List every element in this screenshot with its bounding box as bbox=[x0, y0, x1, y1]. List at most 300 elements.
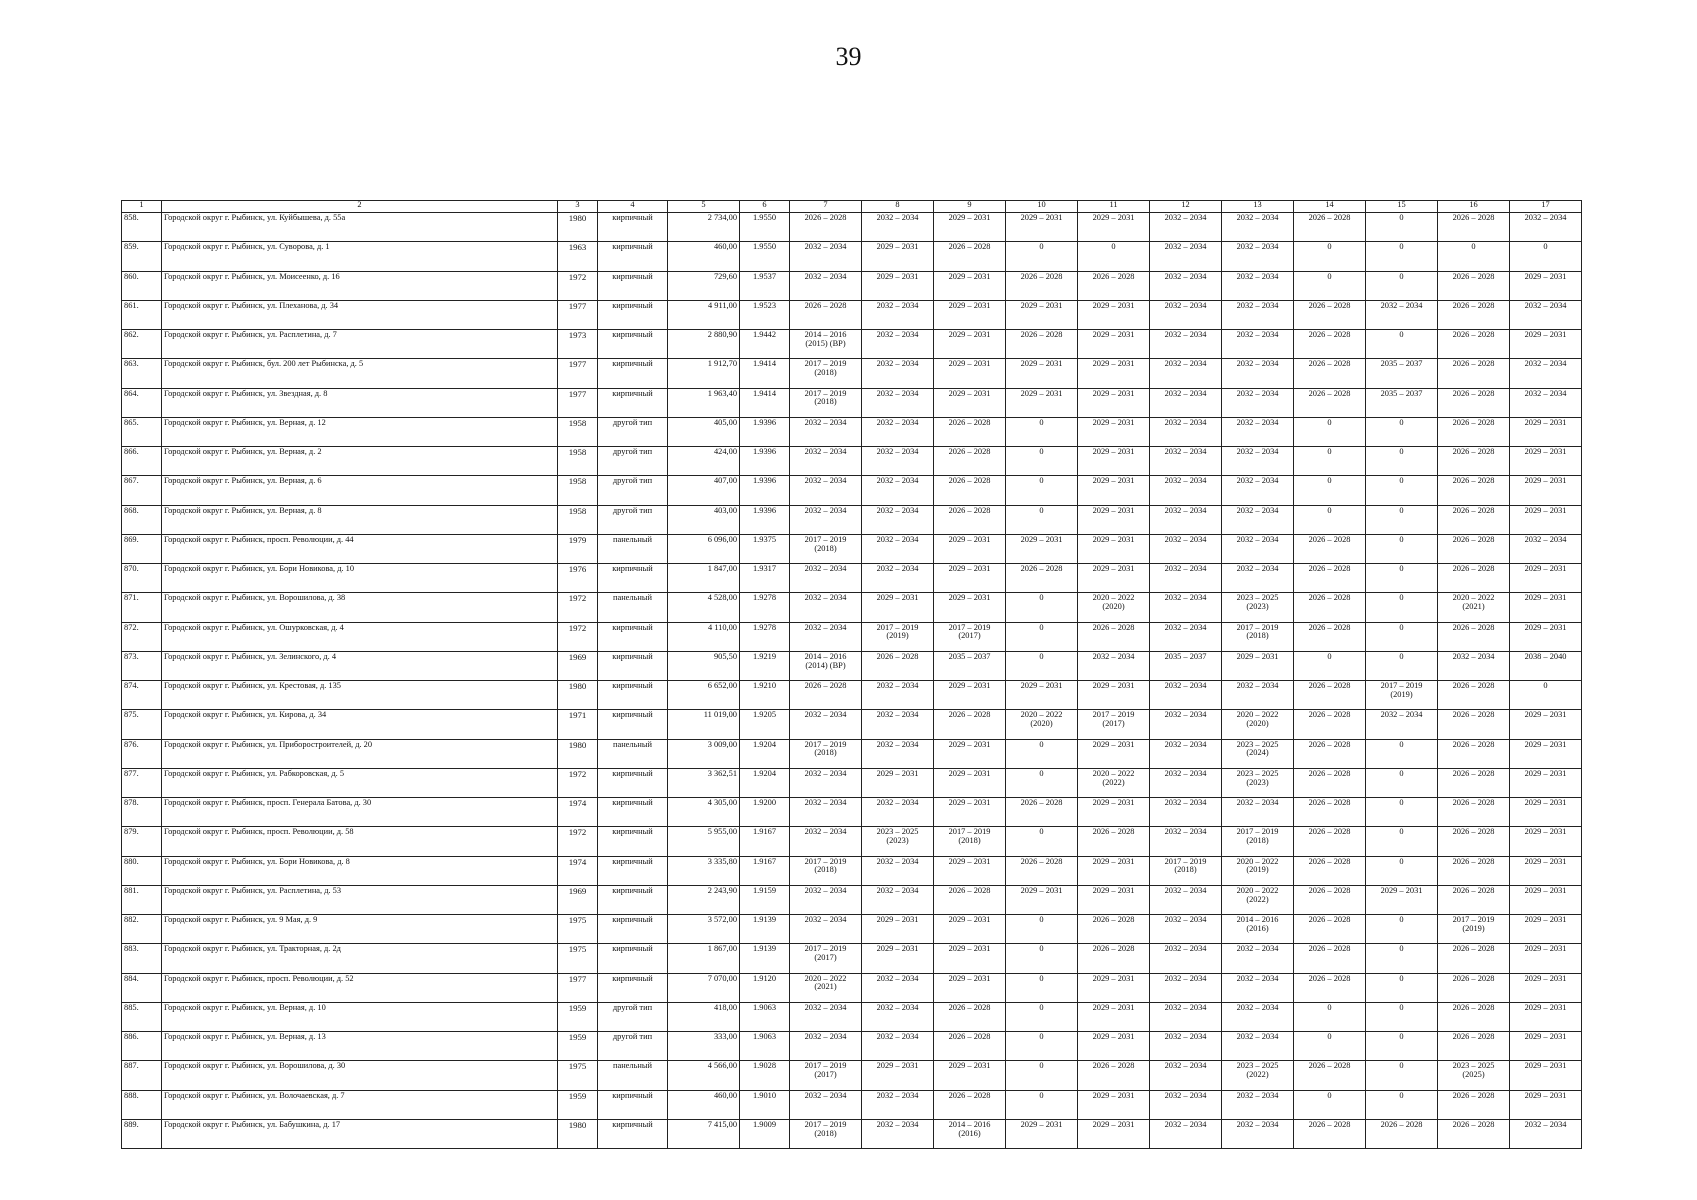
area-cell: 3 362,51 bbox=[668, 768, 740, 797]
year-built-cell: 1977 bbox=[558, 973, 598, 1002]
row-number: 885. bbox=[122, 1002, 162, 1031]
period-cell: 2026 – 2028 bbox=[1294, 534, 1366, 563]
address-cell: Городской округ г. Рыбинск, бул. 200 лет Рыбинска, д. 5 bbox=[162, 359, 558, 388]
period-cell: 2032 – 2034 bbox=[862, 1032, 934, 1061]
area-cell: 2 880,90 bbox=[668, 330, 740, 359]
wall-material-cell: панельный bbox=[598, 534, 668, 563]
period-cell: 2017 – 2019 (2018) bbox=[1222, 827, 1294, 856]
period-cell: 2029 – 2031 bbox=[1078, 564, 1150, 593]
period-cell: 2026 – 2028 bbox=[1438, 271, 1510, 300]
wall-material-cell: панельный bbox=[598, 1061, 668, 1090]
year-built-cell: 1963 bbox=[558, 242, 598, 271]
period-cell: 2032 – 2034 bbox=[1222, 417, 1294, 446]
coefficient-cell: 1.9396 bbox=[740, 505, 790, 534]
period-cell: 2026 – 2028 bbox=[1438, 768, 1510, 797]
period-cell: 0 bbox=[1366, 944, 1438, 973]
period-cell: 0 bbox=[1006, 505, 1078, 534]
address-cell: Городской округ г. Рыбинск, ул. Ворошилова, д. 38 bbox=[162, 593, 558, 622]
period-cell: 2032 – 2034 bbox=[1222, 944, 1294, 973]
table-row bbox=[122, 330, 1582, 359]
period-cell: 2029 – 2031 bbox=[1078, 1032, 1150, 1061]
wall-material-cell: кирпичный bbox=[598, 944, 668, 973]
address-cell: Городской округ г. Рыбинск, ул. Верная, д. 8 bbox=[162, 505, 558, 534]
row-number: 861. bbox=[122, 300, 162, 329]
period-cell: 2026 – 2028 bbox=[790, 213, 862, 242]
period-cell: 2032 – 2034 bbox=[790, 1090, 862, 1119]
period-cell: 0 bbox=[1294, 447, 1366, 476]
period-cell: 2026 – 2028 bbox=[1294, 885, 1366, 914]
area-cell: 460,00 bbox=[668, 242, 740, 271]
year-built-cell: 1972 bbox=[558, 271, 598, 300]
table-row bbox=[122, 944, 1582, 973]
row-number: 862. bbox=[122, 330, 162, 359]
period-cell: 2032 – 2034 bbox=[1510, 388, 1582, 417]
year-built-cell: 1980 bbox=[558, 213, 598, 242]
year-built-cell: 1973 bbox=[558, 330, 598, 359]
period-cell: 2029 – 2031 bbox=[934, 271, 1006, 300]
period-cell: 2032 – 2034 bbox=[1510, 300, 1582, 329]
period-cell: 0 bbox=[1006, 242, 1078, 271]
year-built-cell: 1974 bbox=[558, 798, 598, 827]
period-cell: 2032 – 2034 bbox=[1150, 417, 1222, 446]
period-cell: 2032 – 2034 bbox=[1150, 271, 1222, 300]
table-row bbox=[122, 1032, 1582, 1061]
period-cell: 2026 – 2028 bbox=[1294, 300, 1366, 329]
row-number: 887. bbox=[122, 1061, 162, 1090]
period-cell: 2029 – 2031 bbox=[1510, 885, 1582, 914]
period-cell: 2029 – 2031 bbox=[862, 271, 934, 300]
period-cell: 2026 – 2028 bbox=[790, 300, 862, 329]
period-cell: 2029 – 2031 bbox=[1006, 300, 1078, 329]
period-cell: 2029 – 2031 bbox=[1510, 1032, 1582, 1061]
period-cell: 2029 – 2031 bbox=[1006, 1119, 1078, 1148]
column-number-row bbox=[122, 201, 1582, 213]
period-cell: 2029 – 2031 bbox=[1510, 856, 1582, 885]
period-cell: 0 bbox=[1006, 915, 1078, 944]
year-built-cell: 1972 bbox=[558, 622, 598, 651]
area-cell: 7 070,00 bbox=[668, 973, 740, 1002]
period-cell: 2032 – 2034 bbox=[1150, 330, 1222, 359]
table-body bbox=[122, 213, 1582, 1149]
year-built-cell: 1980 bbox=[558, 681, 598, 710]
period-cell: 0 bbox=[1366, 1061, 1438, 1090]
period-cell: 0 bbox=[1294, 417, 1366, 446]
coefficient-cell: 1.9028 bbox=[740, 1061, 790, 1090]
row-number: 886. bbox=[122, 1032, 162, 1061]
coefficient-cell: 1.9159 bbox=[740, 885, 790, 914]
period-cell: 2026 – 2028 bbox=[1438, 622, 1510, 651]
period-cell: 2032 – 2034 bbox=[862, 388, 934, 417]
period-cell: 2032 – 2034 bbox=[1222, 476, 1294, 505]
period-cell: 2026 – 2028 bbox=[1438, 798, 1510, 827]
period-cell: 0 bbox=[1366, 271, 1438, 300]
wall-material-cell: кирпичный bbox=[598, 856, 668, 885]
period-cell: 2029 – 2031 bbox=[1510, 944, 1582, 973]
table-row bbox=[122, 242, 1582, 271]
wall-material-cell: кирпичный bbox=[598, 564, 668, 593]
period-cell: 2020 – 2022 (2021) bbox=[1438, 593, 1510, 622]
wall-material-cell: кирпичный bbox=[598, 1090, 668, 1119]
period-cell: 2032 – 2034 bbox=[1222, 505, 1294, 534]
period-cell: 2032 – 2034 bbox=[1150, 739, 1222, 768]
period-cell: 2029 – 2031 bbox=[934, 798, 1006, 827]
period-cell: 2029 – 2031 bbox=[1510, 768, 1582, 797]
address-cell: Городской округ г. Рыбинск, ул. Ошурковская, д. 4 bbox=[162, 622, 558, 651]
period-cell: 2029 – 2031 bbox=[1222, 651, 1294, 680]
table-row bbox=[122, 768, 1582, 797]
period-cell: 2032 – 2034 bbox=[1222, 1119, 1294, 1148]
period-cell: 2017 – 2019 (2017) bbox=[790, 1061, 862, 1090]
coefficient-cell: 1.9550 bbox=[740, 213, 790, 242]
period-cell: 2032 – 2034 bbox=[790, 1032, 862, 1061]
period-cell: 2020 – 2022 (2019) bbox=[1222, 856, 1294, 885]
period-cell: 2029 – 2031 bbox=[1510, 710, 1582, 739]
period-cell: 2029 – 2031 bbox=[1510, 622, 1582, 651]
period-cell: 0 bbox=[1366, 1032, 1438, 1061]
period-cell: 2026 – 2028 bbox=[1294, 710, 1366, 739]
period-cell: 2032 – 2034 bbox=[862, 417, 934, 446]
period-cell: 2032 – 2034 bbox=[790, 798, 862, 827]
row-number: 877. bbox=[122, 768, 162, 797]
row-number: 864. bbox=[122, 388, 162, 417]
table-row bbox=[122, 271, 1582, 300]
period-cell: 0 bbox=[1006, 593, 1078, 622]
period-cell: 2035 – 2037 bbox=[1366, 388, 1438, 417]
coefficient-cell: 1.9204 bbox=[740, 739, 790, 768]
area-cell: 3 572,00 bbox=[668, 915, 740, 944]
period-cell: 0 bbox=[1294, 1032, 1366, 1061]
period-cell: 2026 – 2028 bbox=[1294, 768, 1366, 797]
period-cell: 0 bbox=[1366, 476, 1438, 505]
period-cell: 2032 – 2034 bbox=[862, 447, 934, 476]
period-cell: 2029 – 2031 bbox=[934, 300, 1006, 329]
period-cell: 2032 – 2034 bbox=[1222, 388, 1294, 417]
period-cell: 2029 – 2031 bbox=[1078, 798, 1150, 827]
period-cell: 2026 – 2028 bbox=[1294, 622, 1366, 651]
table-row bbox=[122, 739, 1582, 768]
coefficient-cell: 1.9523 bbox=[740, 300, 790, 329]
address-cell: Городской округ г. Рыбинск, ул. Крестовая, д. 135 bbox=[162, 681, 558, 710]
period-cell: 2029 – 2031 bbox=[1510, 271, 1582, 300]
area-cell: 5 955,00 bbox=[668, 827, 740, 856]
period-cell: 2032 – 2034 bbox=[790, 417, 862, 446]
period-cell: 0 bbox=[1366, 739, 1438, 768]
period-cell: 2032 – 2034 bbox=[1222, 1032, 1294, 1061]
wall-material-cell: кирпичный bbox=[598, 622, 668, 651]
address-cell: Городской округ г. Рыбинск, ул. Верная, д. 6 bbox=[162, 476, 558, 505]
period-cell: 0 bbox=[1294, 271, 1366, 300]
period-cell: 2032 – 2034 bbox=[790, 505, 862, 534]
wall-material-cell: панельный bbox=[598, 739, 668, 768]
period-cell: 2029 – 2031 bbox=[934, 856, 1006, 885]
column-number-header: 6 bbox=[740, 201, 790, 213]
period-cell: 2029 – 2031 bbox=[862, 915, 934, 944]
address-cell: Городской округ г. Рыбинск, ул. Верная, д. 2 bbox=[162, 447, 558, 476]
address-cell: Городской округ г. Рыбинск, ул. Расплетина, д. 7 bbox=[162, 330, 558, 359]
coefficient-cell: 1.9139 bbox=[740, 944, 790, 973]
year-built-cell: 1959 bbox=[558, 1002, 598, 1031]
period-cell: 2026 – 2028 bbox=[1438, 739, 1510, 768]
period-cell: 0 bbox=[1006, 1032, 1078, 1061]
period-cell: 2032 – 2034 bbox=[1150, 388, 1222, 417]
period-cell: 2032 – 2034 bbox=[790, 447, 862, 476]
table-row bbox=[122, 505, 1582, 534]
period-cell: 2029 – 2031 bbox=[1006, 681, 1078, 710]
period-cell: 0 bbox=[1006, 651, 1078, 680]
period-cell: 2032 – 2034 bbox=[1150, 359, 1222, 388]
coefficient-cell: 1.9205 bbox=[740, 710, 790, 739]
table-row bbox=[122, 973, 1582, 1002]
year-built-cell: 1959 bbox=[558, 1090, 598, 1119]
wall-material-cell: кирпичный bbox=[598, 330, 668, 359]
address-cell: Городской округ г. Рыбинск, ул. Расплетина, д. 53 bbox=[162, 885, 558, 914]
year-built-cell: 1972 bbox=[558, 827, 598, 856]
period-cell: 2032 – 2034 bbox=[1222, 359, 1294, 388]
address-cell: Городской округ г. Рыбинск, ул. Верная, д. 12 bbox=[162, 417, 558, 446]
coefficient-cell: 1.9414 bbox=[740, 388, 790, 417]
table-row bbox=[122, 417, 1582, 446]
wall-material-cell: кирпичный bbox=[598, 651, 668, 680]
coefficient-cell: 1.9167 bbox=[740, 856, 790, 885]
wall-material-cell: кирпичный bbox=[598, 710, 668, 739]
period-cell: 0 bbox=[1006, 827, 1078, 856]
wall-material-cell: кирпичный bbox=[598, 885, 668, 914]
area-cell: 6 096,00 bbox=[668, 534, 740, 563]
year-built-cell: 1976 bbox=[558, 564, 598, 593]
period-cell: 2029 – 2031 bbox=[1078, 681, 1150, 710]
period-cell: 2026 – 2028 bbox=[1078, 1061, 1150, 1090]
address-cell: Городской округ г. Рыбинск, просп. Революции, д. 58 bbox=[162, 827, 558, 856]
period-cell: 2029 – 2031 bbox=[934, 330, 1006, 359]
year-built-cell: 1958 bbox=[558, 447, 598, 476]
period-cell: 2026 – 2028 bbox=[1438, 973, 1510, 1002]
period-cell: 2032 – 2034 bbox=[1222, 300, 1294, 329]
period-cell: 0 bbox=[1366, 564, 1438, 593]
period-cell: 0 bbox=[1366, 1002, 1438, 1031]
period-cell: 2029 – 2031 bbox=[1510, 973, 1582, 1002]
period-cell: 2026 – 2028 bbox=[1438, 300, 1510, 329]
period-cell: 2032 – 2034 bbox=[790, 593, 862, 622]
area-cell: 1 847,00 bbox=[668, 564, 740, 593]
coefficient-cell: 1.9414 bbox=[740, 359, 790, 388]
table-row bbox=[122, 651, 1582, 680]
coefficient-cell: 1.9278 bbox=[740, 622, 790, 651]
period-cell: 2014 – 2016 (2015) (ВР) bbox=[790, 330, 862, 359]
period-cell: 2026 – 2028 bbox=[1294, 798, 1366, 827]
year-built-cell: 1959 bbox=[558, 1032, 598, 1061]
period-cell: 0 bbox=[1366, 1090, 1438, 1119]
year-built-cell: 1980 bbox=[558, 739, 598, 768]
year-built-cell: 1980 bbox=[558, 1119, 598, 1148]
period-cell: 2032 – 2034 bbox=[1222, 973, 1294, 1002]
period-cell: 2026 – 2028 bbox=[1438, 1090, 1510, 1119]
table-row bbox=[122, 885, 1582, 914]
period-cell: 2029 – 2031 bbox=[934, 973, 1006, 1002]
period-cell: 2032 – 2034 bbox=[862, 564, 934, 593]
coefficient-cell: 1.9204 bbox=[740, 768, 790, 797]
wall-material-cell: другой тип bbox=[598, 417, 668, 446]
year-built-cell: 1958 bbox=[558, 417, 598, 446]
period-cell: 2032 – 2034 bbox=[1222, 242, 1294, 271]
wall-material-cell: кирпичный bbox=[598, 388, 668, 417]
period-cell: 2032 – 2034 bbox=[790, 476, 862, 505]
period-cell: 2026 – 2028 bbox=[1438, 710, 1510, 739]
area-cell: 729,60 bbox=[668, 271, 740, 300]
area-cell: 460,00 bbox=[668, 1090, 740, 1119]
coefficient-cell: 1.9167 bbox=[740, 827, 790, 856]
period-cell: 0 bbox=[1366, 213, 1438, 242]
column-number-header: 12 bbox=[1150, 201, 1222, 213]
area-cell: 405,00 bbox=[668, 417, 740, 446]
period-cell: 2026 – 2028 bbox=[1078, 622, 1150, 651]
period-cell: 0 bbox=[1006, 1002, 1078, 1031]
row-number: 868. bbox=[122, 505, 162, 534]
row-number: 883. bbox=[122, 944, 162, 973]
table-row bbox=[122, 300, 1582, 329]
table-row bbox=[122, 798, 1582, 827]
period-cell: 2017 – 2019 (2018) bbox=[790, 1119, 862, 1148]
period-cell: 0 bbox=[1366, 827, 1438, 856]
period-cell: 2029 – 2031 bbox=[934, 564, 1006, 593]
period-cell: 2032 – 2034 bbox=[1150, 1032, 1222, 1061]
address-cell: Городской округ г. Рыбинск, ул. Верная, д. 13 bbox=[162, 1032, 558, 1061]
table-row bbox=[122, 710, 1582, 739]
period-cell: 2032 – 2034 bbox=[862, 534, 934, 563]
year-built-cell: 1979 bbox=[558, 534, 598, 563]
period-cell: 2026 – 2028 bbox=[1294, 915, 1366, 944]
column-number-header: 1 bbox=[122, 201, 162, 213]
table-row bbox=[122, 1119, 1582, 1148]
column-number-header: 9 bbox=[934, 201, 1006, 213]
period-cell: 2026 – 2028 bbox=[1438, 476, 1510, 505]
period-cell: 2032 – 2034 bbox=[862, 710, 934, 739]
period-cell: 2032 – 2034 bbox=[862, 359, 934, 388]
address-cell: Городской округ г. Рыбинск, ул. Куйбышева, д. 55а bbox=[162, 213, 558, 242]
table-row bbox=[122, 681, 1582, 710]
address-cell: Городской округ г. Рыбинск, ул. Кирова, д. 34 bbox=[162, 710, 558, 739]
year-built-cell: 1977 bbox=[558, 300, 598, 329]
column-number-header: 10 bbox=[1006, 201, 1078, 213]
period-cell: 2029 – 2031 bbox=[934, 388, 1006, 417]
period-cell: 2029 – 2031 bbox=[934, 1061, 1006, 1090]
period-cell: 2029 – 2031 bbox=[1510, 593, 1582, 622]
address-cell: Городской округ г. Рыбинск, ул. Плеханова, д. 34 bbox=[162, 300, 558, 329]
row-number: 870. bbox=[122, 564, 162, 593]
period-cell: 2026 – 2028 bbox=[1294, 213, 1366, 242]
period-cell: 2029 – 2031 bbox=[1510, 1090, 1582, 1119]
housing-register-table bbox=[121, 200, 1582, 1149]
year-built-cell: 1975 bbox=[558, 915, 598, 944]
row-number: 871. bbox=[122, 593, 162, 622]
period-cell: 2026 – 2028 bbox=[1294, 856, 1366, 885]
period-cell: 2029 – 2031 bbox=[862, 944, 934, 973]
period-cell: 2032 – 2034 bbox=[862, 1119, 934, 1148]
coefficient-cell: 1.9010 bbox=[740, 1090, 790, 1119]
row-number: 869. bbox=[122, 534, 162, 563]
table-row bbox=[122, 564, 1582, 593]
address-cell: Городской округ г. Рыбинск, ул. Тракторная, д. 2д bbox=[162, 944, 558, 973]
table-row bbox=[122, 593, 1582, 622]
row-number: 880. bbox=[122, 856, 162, 885]
coefficient-cell: 1.9063 bbox=[740, 1032, 790, 1061]
period-cell: 2032 – 2034 bbox=[1078, 651, 1150, 680]
period-cell: 0 bbox=[1366, 915, 1438, 944]
period-cell: 2026 – 2028 bbox=[1438, 213, 1510, 242]
period-cell: 0 bbox=[1366, 856, 1438, 885]
period-cell: 2026 – 2028 bbox=[1438, 856, 1510, 885]
address-cell: Городской округ г. Рыбинск, ул. Бори Новикова, д. 8 bbox=[162, 856, 558, 885]
period-cell: 2026 – 2028 bbox=[1294, 739, 1366, 768]
period-cell: 0 bbox=[1294, 1002, 1366, 1031]
period-cell: 2029 – 2031 bbox=[1510, 476, 1582, 505]
period-cell: 2032 – 2034 bbox=[1150, 1119, 1222, 1148]
period-cell: 0 bbox=[1294, 651, 1366, 680]
table-row bbox=[122, 213, 1582, 242]
table-row bbox=[122, 622, 1582, 651]
period-cell: 2026 – 2028 bbox=[1294, 388, 1366, 417]
period-cell: 2029 – 2031 bbox=[862, 593, 934, 622]
period-cell: 2029 – 2031 bbox=[934, 593, 1006, 622]
period-cell: 2029 – 2031 bbox=[1078, 739, 1150, 768]
period-cell: 0 bbox=[1294, 476, 1366, 505]
period-cell: 2032 – 2034 bbox=[790, 1002, 862, 1031]
area-cell: 418,00 bbox=[668, 1002, 740, 1031]
year-built-cell: 1977 bbox=[558, 388, 598, 417]
area-cell: 1 912,70 bbox=[668, 359, 740, 388]
period-cell: 2017 – 2019 (2019) bbox=[1366, 681, 1438, 710]
period-cell: 2026 – 2028 bbox=[1438, 564, 1510, 593]
period-cell: 2029 – 2031 bbox=[934, 944, 1006, 973]
wall-material-cell: другой тип bbox=[598, 1002, 668, 1031]
period-cell: 2029 – 2031 bbox=[934, 768, 1006, 797]
period-cell: 2026 – 2028 bbox=[1438, 681, 1510, 710]
period-cell: 2026 – 2028 bbox=[1294, 827, 1366, 856]
period-cell: 2032 – 2034 bbox=[1150, 1061, 1222, 1090]
period-cell: 2020 – 2022 (2021) bbox=[790, 973, 862, 1002]
period-cell: 2032 – 2034 bbox=[1366, 710, 1438, 739]
period-cell: 2032 – 2034 bbox=[1150, 1002, 1222, 1031]
period-cell: 2026 – 2028 bbox=[1438, 359, 1510, 388]
row-number: 881. bbox=[122, 885, 162, 914]
period-cell: 2026 – 2028 bbox=[1006, 856, 1078, 885]
wall-material-cell: кирпичный bbox=[598, 300, 668, 329]
period-cell: 2032 – 2034 bbox=[790, 622, 862, 651]
period-cell: 2032 – 2034 bbox=[1150, 1090, 1222, 1119]
period-cell: 2026 – 2028 bbox=[1294, 330, 1366, 359]
period-cell: 2032 – 2034 bbox=[1510, 534, 1582, 563]
year-built-cell: 1974 bbox=[558, 856, 598, 885]
period-cell: 2029 – 2031 bbox=[1078, 388, 1150, 417]
period-cell: 2032 – 2034 bbox=[862, 476, 934, 505]
period-cell: 0 bbox=[1366, 622, 1438, 651]
period-cell: 2032 – 2034 bbox=[862, 885, 934, 914]
wall-material-cell: кирпичный bbox=[598, 271, 668, 300]
row-number: 878. bbox=[122, 798, 162, 827]
year-built-cell: 1969 bbox=[558, 651, 598, 680]
address-cell: Городской округ г. Рыбинск, ул. Ворошилова, д. 30 bbox=[162, 1061, 558, 1090]
period-cell: 2026 – 2028 bbox=[1438, 330, 1510, 359]
area-cell: 3 335,80 bbox=[668, 856, 740, 885]
period-cell: 2038 – 2040 bbox=[1510, 651, 1582, 680]
period-cell: 2017 – 2019 (2019) bbox=[862, 622, 934, 651]
period-cell: 2029 – 2031 bbox=[862, 768, 934, 797]
coefficient-cell: 1.9396 bbox=[740, 447, 790, 476]
area-cell: 7 415,00 bbox=[668, 1119, 740, 1148]
period-cell: 2032 – 2034 bbox=[862, 1090, 934, 1119]
period-cell: 2032 – 2034 bbox=[1222, 213, 1294, 242]
period-cell: 2032 – 2034 bbox=[790, 885, 862, 914]
period-cell: 2032 – 2034 bbox=[1150, 915, 1222, 944]
